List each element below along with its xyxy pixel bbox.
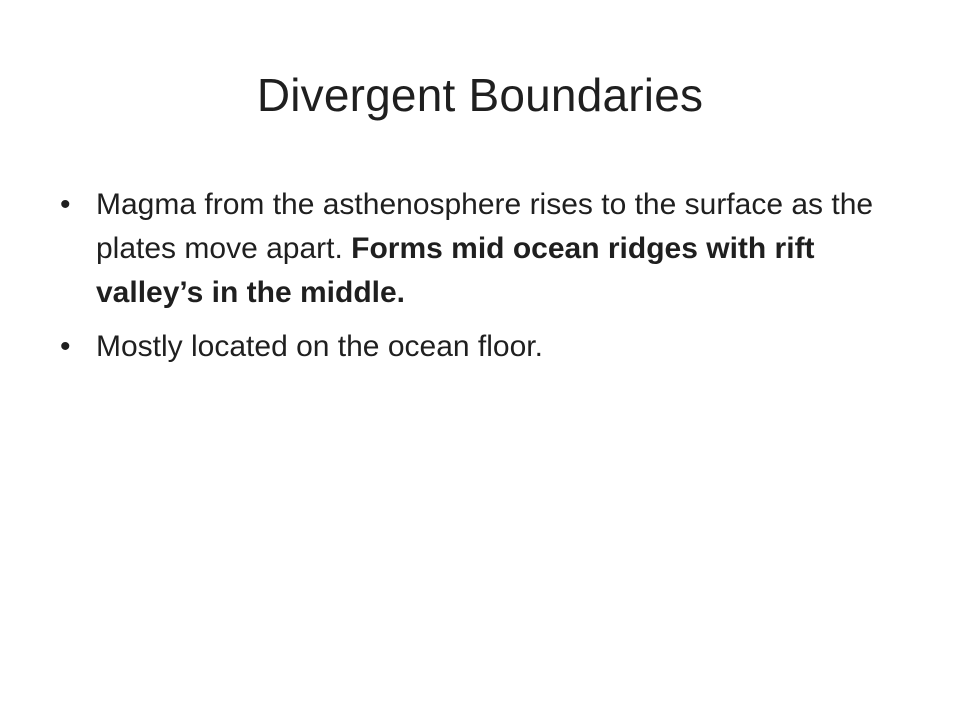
slide-title: Divergent Boundaries xyxy=(256,69,704,121)
bullet-dot-icon: • xyxy=(60,330,71,363)
bullet-item xyxy=(60,325,900,369)
bullet-item xyxy=(60,183,900,315)
bullet-text: Mostly located on the ocean floor. xyxy=(96,330,543,363)
bullet-list xyxy=(60,183,900,379)
bullet-dot-icon: • xyxy=(60,188,71,221)
bullet-bold-text: Forms mid ocean ridges with rift valley’s in the middle. xyxy=(96,232,815,309)
bullet-text: Magma from the asthenosphere rises to the surface as the plates move apart. xyxy=(96,188,874,265)
